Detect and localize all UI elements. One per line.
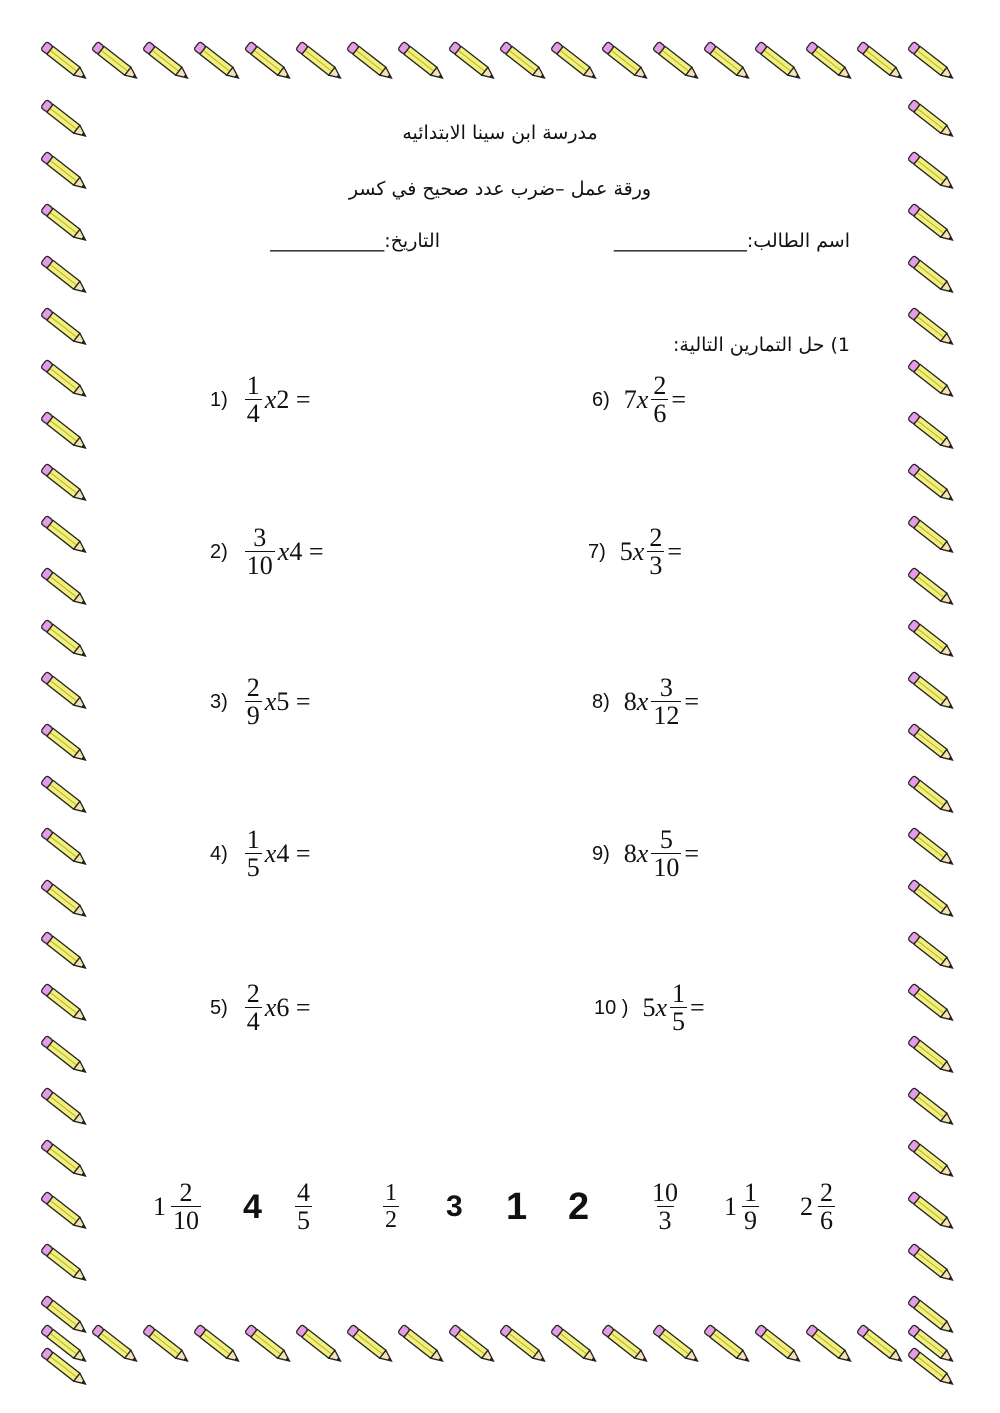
pencil-icon (41, 827, 90, 868)
fraction: $\frac{1}{5}$ (672, 979, 686, 1037)
answer-choice[interactable]: $\frac{1}{2}$ (385, 1179, 397, 1233)
pencil-icon (92, 41, 141, 82)
pencil-icon (908, 307, 957, 348)
pencil-icon (908, 619, 957, 660)
pencil-icon (41, 619, 90, 660)
pencil-icon (755, 41, 804, 82)
pencil-icon (908, 1139, 957, 1180)
fraction: $\frac{3}{12}$ (653, 673, 680, 731)
pencil-icon (755, 1324, 804, 1365)
worksheet-title: ورقة عمل –ضرب عدد صحيح في كسر (348, 178, 652, 200)
fraction: $\frac{5}{10}$ (653, 825, 680, 883)
pencil-icon (41, 879, 90, 920)
pencil-icon (245, 41, 294, 82)
pencil-icon (602, 41, 651, 82)
fraction: $\frac{1}{5}$ (246, 825, 260, 883)
pencil-icon (41, 411, 90, 452)
pencil-icon (500, 41, 549, 82)
pencil-icon (398, 41, 447, 82)
pencil-icon (908, 1191, 957, 1232)
pencil-icon (41, 41, 90, 82)
pencil-icon (806, 1324, 855, 1365)
pencil-icon (908, 567, 957, 608)
pencil-icon (602, 1324, 651, 1365)
pencil-icon (92, 1324, 141, 1365)
pencil-icon (908, 931, 957, 972)
pencil-icon (41, 1191, 90, 1232)
pencil-icon (143, 1324, 192, 1365)
pencil-icon (704, 1324, 753, 1365)
pencil-icon (41, 931, 90, 972)
pencil-icon (41, 775, 90, 816)
pencil-icon (41, 307, 90, 348)
pencil-icon (908, 1087, 957, 1128)
fraction: $\frac{2}{3}$ (649, 523, 663, 581)
pencil-icon (908, 671, 957, 712)
pencil-icon (857, 1324, 906, 1365)
pencil-icon (41, 723, 90, 764)
pencil-icon (908, 775, 957, 816)
exercise-label: 9) (592, 842, 610, 865)
exercise-2: 2) $\frac{3}{10}$ x 4 = (210, 523, 324, 581)
answer-choice[interactable]: 1 $\frac{1}{9}$ (724, 1177, 757, 1235)
exercise-10: 10 ) 5 x $\frac{1}{5}$ = (594, 979, 705, 1037)
exercise-label: 7) (588, 540, 606, 563)
answer-choice[interactable]: 3 (446, 1190, 463, 1223)
pencil-icon (194, 41, 243, 82)
pencil-icon (908, 411, 957, 452)
pencil-icon (41, 1243, 90, 1284)
pencil-icon (908, 463, 957, 504)
pencil-icon (908, 203, 957, 244)
pencil-icon (398, 1324, 447, 1365)
exercise-label: 6) (592, 388, 610, 411)
answer-choice[interactable]: 2 $\frac{2}{6}$ (800, 1177, 833, 1235)
pencil-icon (908, 359, 957, 400)
pencil-icon (347, 41, 396, 82)
exercise-label: 10 ) (594, 996, 629, 1019)
pencil-icon (653, 1324, 702, 1365)
pencil-icon (908, 515, 957, 556)
exercise-5: 5) $\frac{2}{4}$ x 6 = (210, 979, 311, 1037)
answer-choice[interactable]: $\frac{10}{3}$ (652, 1177, 678, 1235)
instruction: 1) حل التمارين التالية: (673, 334, 850, 356)
pencil-icon (908, 41, 957, 82)
fraction: $\frac{2}{6}$ (653, 371, 667, 429)
pencil-icon (347, 1324, 396, 1365)
exercise-label: 1) (210, 388, 228, 411)
fraction: $\frac{1}{4}$ (246, 371, 260, 429)
pencil-icon (41, 359, 90, 400)
student-name-field: اسم الطالب:______________ (613, 230, 850, 252)
pencil-icon (41, 515, 90, 556)
answer-choice[interactable]: 1 $\frac{2}{10}$ (153, 1177, 199, 1235)
pencil-icon (908, 879, 957, 920)
exercise-label: 2) (210, 540, 228, 563)
exercise-7: 7) 5 x $\frac{2}{3}$ = (588, 523, 683, 581)
pencil-icon (245, 1324, 294, 1365)
fraction: $\frac{2}{4}$ (246, 979, 260, 1037)
pencil-icon (551, 41, 600, 82)
pencil-icon (908, 723, 957, 764)
date-field: التاريخ:____________ (270, 230, 440, 252)
pencil-icon (704, 41, 753, 82)
pencil-icon (296, 41, 345, 82)
exercise-label: 5) (210, 996, 228, 1019)
exercise-9: 9) 8 x $\frac{5}{10}$ = (592, 825, 700, 883)
fraction: $\frac{3}{10}$ (246, 523, 273, 581)
pencil-icon (908, 1243, 957, 1284)
pencil-icon (143, 41, 192, 82)
pencil-icon (41, 1139, 90, 1180)
pencil-icon (908, 1035, 957, 1076)
pencil-icon (41, 983, 90, 1024)
pencil-icon (41, 1087, 90, 1128)
pencil-icon (41, 255, 90, 296)
pencil-icon (806, 41, 855, 82)
pencil-icon (41, 671, 90, 712)
exercise-label: 3) (210, 690, 228, 713)
answer-choice[interactable]: $\frac{4}{5}$ (297, 1177, 310, 1235)
pencil-icon (449, 41, 498, 82)
exercise-6: 6) 7 x $\frac{2}{6}$ = (592, 371, 687, 429)
pencil-icon (296, 1324, 345, 1365)
school-name: مدرسة ابن سينا الابتدائيه (402, 122, 598, 144)
pencil-icon (653, 41, 702, 82)
pencil-icon (41, 567, 90, 608)
answer-choice[interactable]: 4 (243, 1187, 262, 1226)
exercise-4: 4) $\frac{1}{5}$ x 4 = (210, 825, 311, 883)
pencil-icon (41, 463, 90, 504)
exercise-label: 8) (592, 690, 610, 713)
pencil-icon (500, 1324, 549, 1365)
pencil-icon (908, 827, 957, 868)
fraction: $\frac{2}{9}$ (246, 673, 260, 731)
exercise-3: 3) $\frac{2}{9}$ x 5 = (210, 673, 311, 731)
pencil-icon (41, 1035, 90, 1076)
pencil-icon (857, 41, 906, 82)
exercise-1: 1) $\frac{1}{4}$ x 2 = (210, 371, 311, 429)
pencil-icon (551, 1324, 600, 1365)
pencil-icon (194, 1324, 243, 1365)
exercise-8: 8) 8 x $\frac{3}{12}$ = (592, 673, 700, 731)
pencil-icon (908, 983, 957, 1024)
exercise-label: 4) (210, 842, 228, 865)
answer-choice[interactable]: 1 (506, 1185, 528, 1228)
pencil-icon (449, 1324, 498, 1365)
pencil-icon (908, 255, 957, 296)
answer-choice[interactable]: 2 (568, 1185, 590, 1228)
pencil-icon (41, 203, 90, 244)
